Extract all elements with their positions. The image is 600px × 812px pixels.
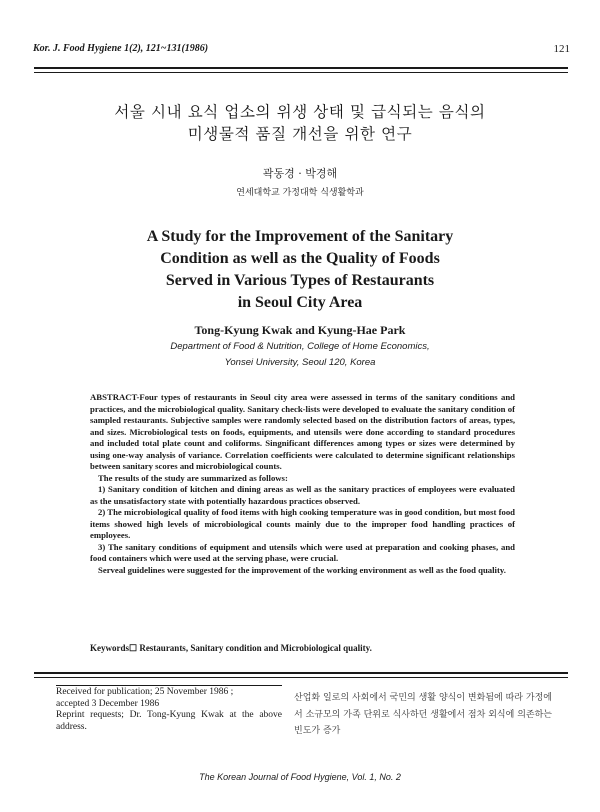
abstract-results-intro: The results of the study are summarized as follows: [98, 472, 288, 483]
english-title-line-1: A Study for the Improvement of the Sanitary [146, 228, 454, 245]
korean-authors: 곽동경 · 박경해 [262, 167, 338, 180]
page-number: 121 [553, 43, 570, 55]
abstract-conclusion: Serveal guidelines were suggested for the improvement of the working environment as well as the food quality. [98, 564, 506, 575]
footnote-rule [56, 685, 282, 686]
korean-body-text [294, 690, 552, 740]
abstract [90, 392, 515, 576]
abstract-paragraph-main: ABSTRACT-Four types of restaurants in Seoul city area were assessed in terms of the sanitary conditions and practices, and the microbiological quality. Sanitary check-lists were developed to evaluate the sanitary condition of sampled restaurants. Subjective samples were randomly selected based on the distribution factors of areas, types, and sizes. Microbiological tests on foods, equipments, and utensils were done according to standard procedures and included total plate count and coliforms. Singnificant differences among types or sizes were determined by using one-way analysis of variance. Correlation coefficients were calculated to determine significant relationships between sanitary scores and microbiological counts. [90, 392, 515, 471]
accepted-date: accepted 3 December 1986 [56, 698, 160, 709]
korean-title-line-2: 미생물적 품질 개선을 위한 연구 [187, 125, 413, 143]
english-title-line-2: Condition as well as the Quality of Foods [160, 250, 440, 267]
header-rule-thick [34, 67, 568, 69]
abstract-result-3: 3) The sanitary conditions of equipment and utensils which were used at preparation and cooking phases, and food containers which were used at the serving phase, were crucial. [90, 541, 515, 563]
english-affiliation-line-1: Department of Food & Nutrition, College of Home Economics, [170, 341, 430, 352]
english-affiliation-line-2: Yonsei University, Seoul 120, Korea [224, 357, 376, 368]
received-date: Received for publication; 25 November 1986 ; [56, 687, 234, 697]
journal-reference: Kor. J. Food Hygiene 1(2), 121~131(1986) [33, 43, 209, 54]
page-footer: The Korean Journal of Food Hygiene, Vol. 1, No. 2 [199, 772, 401, 782]
korean-body-paragraph: 산업화 일로의 사회에서 국민의 생활 양식이 변화됨에 따라 가정에서 소규모의 가족 단위로 식사하던 생활에서 점차 외식에 의존하는 빈도가 증가 [294, 693, 552, 736]
keywords: Keywords☐ Restaurants, Sanitary condition and Microbiological quality. [90, 643, 372, 653]
reprint-requests: Reprint requests; Dr. Tong-Kyung Kwak at the above address. [56, 710, 282, 732]
header-rule-thin [34, 72, 568, 73]
english-title-line-3: Served in Various Types of Restaurants [165, 272, 435, 289]
english-authors: Tong-Kyung Kwak and Kyung-Hae Park [194, 323, 406, 337]
received-footnote [56, 687, 282, 733]
korean-affiliation: 연세대학교 가정대학 식생활학과 [236, 188, 364, 198]
section-rule-thin [34, 677, 568, 678]
korean-title-line-1: 서울 시내 요식 업소의 위생 상태 및 급식되는 음식의 [114, 103, 486, 121]
abstract-result-1: 1) Sanitary condition of kitchen and dining areas as well as the sanitary practices of employees were evaluated as the unsatisfactory state with potentially hazardous practices observed. [90, 484, 515, 506]
section-rule-thick [34, 672, 568, 674]
abstract-result-2: 2) The microbiological quality of food items with high cooking temperature was in good condition, but most food items showed high levels of microbiological counts mainly due to the improper food handling practices of employees. [90, 507, 515, 540]
english-title-line-4: in Seoul City Area [237, 294, 363, 311]
